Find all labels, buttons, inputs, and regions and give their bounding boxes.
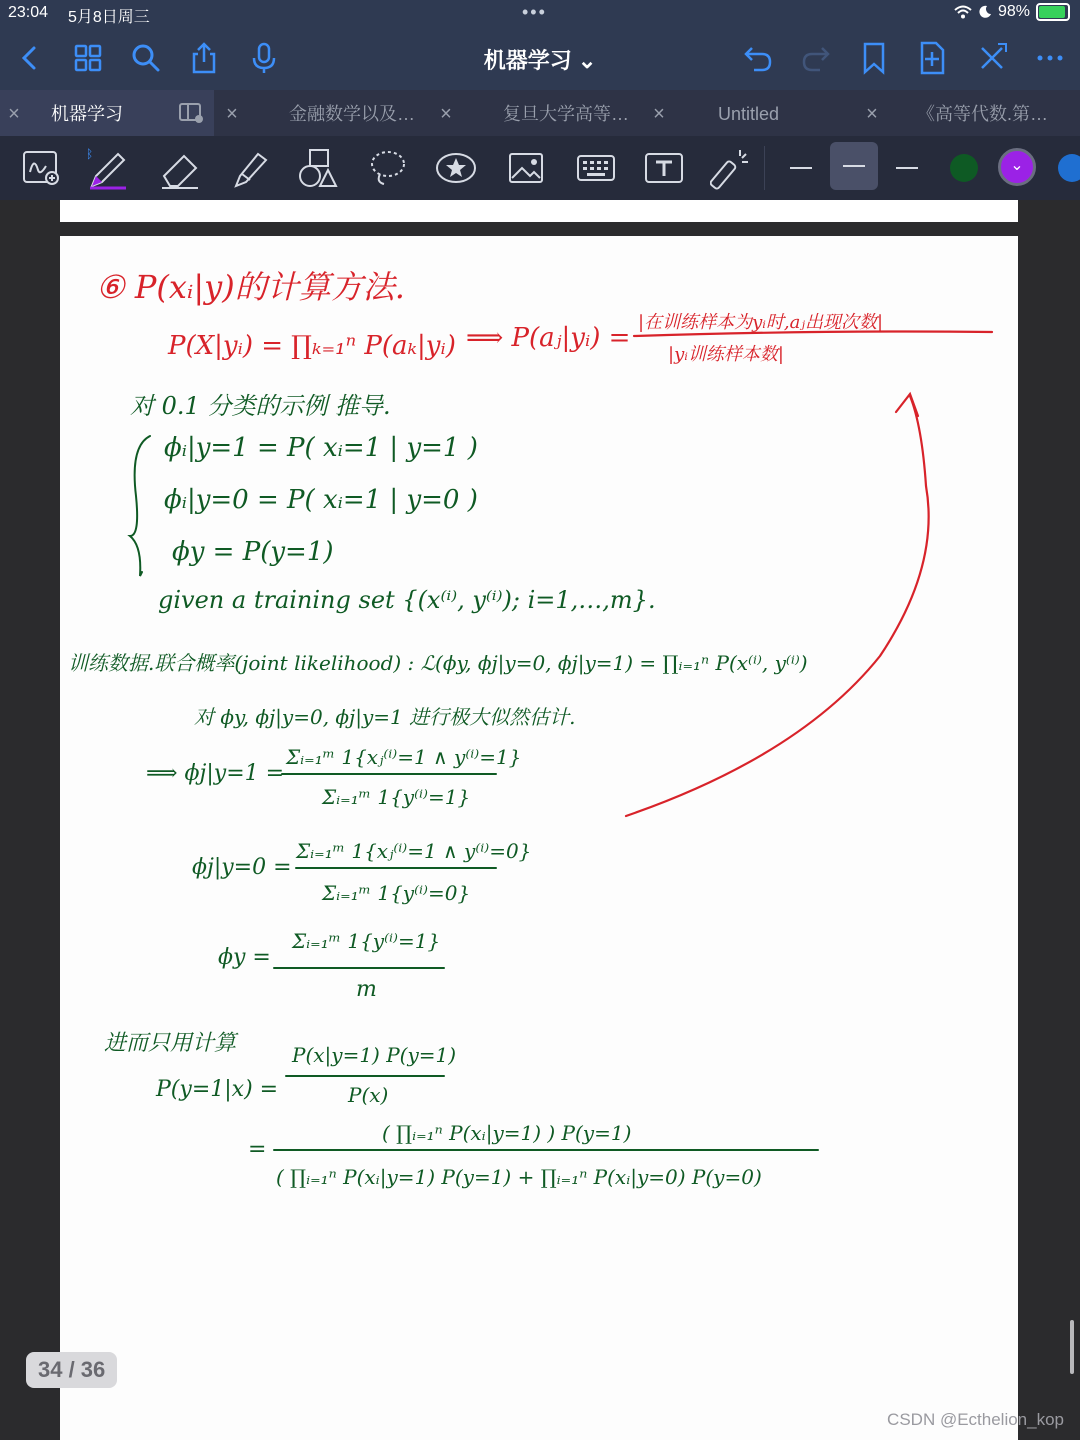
pen-toolbar — [0, 136, 1080, 200]
split-view-icon[interactable] — [178, 102, 204, 124]
f5-numerator: ( ∏ᵢ₌₁ⁿ P(xᵢ|y=1) ) P(y=1) — [382, 1121, 632, 1145]
close-icon[interactable]: × — [226, 103, 238, 125]
battery-icon — [1036, 3, 1070, 21]
tab-untitled[interactable] — [645, 90, 855, 136]
eq1-denominator: |yᵢ训练样本数| — [668, 344, 784, 365]
tab-ml[interactable] — [0, 90, 214, 136]
tab-bar — [0, 90, 1080, 136]
stroke-thin[interactable] — [778, 146, 824, 190]
handwriting-canvas — [60, 236, 1018, 1440]
f4-denominator: P(x) — [348, 1083, 389, 1107]
f4-numerator: P(x|y=1) P(y=1) — [292, 1043, 457, 1067]
highlighter-icon[interactable] — [228, 146, 272, 190]
eq1-arrow: ⟹ P(aⱼ|yᵢ) = — [466, 323, 631, 353]
status-date: 5月8日周三 — [68, 9, 150, 26]
toolbar-divider — [764, 146, 765, 190]
shapes-icon[interactable] — [296, 146, 340, 190]
example-line: 对 0.1 分类的示例 推导. — [130, 392, 391, 420]
keyboard-icon[interactable] — [574, 146, 618, 190]
multitask-dots[interactable]: ••• — [522, 2, 547, 22]
tab-label: Untitled — [718, 104, 780, 124]
redo-icon[interactable] — [798, 40, 834, 76]
f1-denominator: Σᵢ₌₁ᵐ 1{y⁽ⁱ⁾=1} — [322, 785, 471, 809]
scrollbar[interactable] — [1070, 1320, 1074, 1374]
tab-finance[interactable] — [218, 90, 428, 136]
status-right — [954, 3, 1070, 21]
likelihood-line: 训练数据.联合概率(joint likelihood) : ℒ(ϕy, ϕj|y=0, ϕj|y=1) = ∏ᵢ₌₁ⁿ P(x⁽ⁱ⁾, y⁽ⁱ⁾) — [68, 651, 808, 675]
tab-fudan[interactable] — [432, 90, 642, 136]
wifi-icon — [954, 5, 972, 19]
undo-icon[interactable] — [740, 40, 776, 76]
phi-y-line: ϕy = P(y=1) — [172, 537, 334, 567]
tab-label: 《高等代数.第… — [917, 104, 1049, 124]
more-icon[interactable] — [1032, 40, 1068, 76]
color-swatch-blue[interactable] — [1058, 154, 1080, 182]
pen-icon[interactable] — [86, 146, 130, 190]
then-line: 进而只用计算 — [104, 1031, 237, 1056]
f5-equals: = — [248, 1137, 267, 1162]
eq1-left: P(X|yᵢ) = ∏ₖ₌₁ⁿ P(aₖ|yᵢ) — [168, 331, 456, 361]
f2-denominator: Σᵢ₌₁ᵐ 1{y⁽ⁱ⁾=0} — [322, 881, 471, 905]
stroke-medium[interactable] — [830, 142, 878, 190]
close-icon[interactable]: × — [440, 103, 452, 125]
f2-left: ϕj|y=0 = — [192, 855, 292, 880]
f2-numerator: Σᵢ₌₁ᵐ 1{xⱼ⁽ⁱ⁾=1 ∧ y⁽ⁱ⁾=0} — [296, 839, 532, 863]
annotation-arrow-curve — [626, 396, 929, 816]
f5-denominator: ( ∏ᵢ₌₁ⁿ P(xᵢ|y=1) P(y=1) + ∏ᵢ₌₁ⁿ P(xᵢ|y=0) P(y=0) — [276, 1165, 762, 1189]
note-page[interactable] — [60, 236, 1018, 1440]
scribble-icon[interactable] — [20, 146, 64, 190]
close-icon[interactable]: × — [8, 103, 20, 125]
add-page-icon[interactable] — [914, 40, 950, 76]
heading-text: ⑥ P(xᵢ|y)的计算方法. — [96, 268, 405, 306]
tab-label: 机器学习 — [51, 104, 124, 124]
nav-bar — [0, 28, 1080, 90]
close-icon[interactable]: × — [866, 103, 878, 125]
f4-left: P(y=1|x) = — [156, 1077, 279, 1102]
f1-left: ⟹ ϕj|y=1 = — [146, 761, 285, 786]
mle-line: 对 ϕy, ϕj|y=0, ϕj|y=1 进行极大似然估计. — [194, 705, 576, 729]
svg-text:ᛒ: ᛒ — [86, 147, 94, 161]
text-box-icon[interactable] — [642, 146, 686, 190]
status-bar — [0, 0, 1080, 28]
color-swatch-purple[interactable]: ⌄ — [998, 148, 1036, 186]
close-icon[interactable]: × — [653, 103, 665, 125]
tab-label: 复旦大学高等… — [503, 104, 630, 124]
sticker-icon[interactable] — [434, 146, 478, 190]
previous-page-edge — [60, 200, 1018, 222]
f3-left: ϕy = — [218, 945, 271, 970]
eraser-icon[interactable] — [158, 146, 202, 190]
battery-percent: 98% — [997, 3, 1030, 20]
eq1-numerator: |在训练样本为yᵢ时,aⱼ出现次数| — [638, 312, 884, 333]
stroke-thick[interactable] — [884, 146, 930, 190]
lasso-icon[interactable] — [366, 146, 410, 190]
color-swatch-green[interactable] — [950, 154, 978, 182]
moon-icon — [978, 5, 992, 19]
image-icon[interactable] — [504, 146, 548, 190]
brace — [130, 436, 150, 576]
watermark-text: CSDN @Ecthelion_kop — [887, 1410, 1064, 1429]
phi-y0-line: ϕᵢ|y=0 = P( xᵢ=1 | y=0 ) — [164, 485, 478, 515]
status-time: 23:04 — [8, 4, 49, 21]
bookmark-icon[interactable] — [856, 40, 892, 76]
page-counter[interactable]: 34 / 36 — [26, 1352, 117, 1388]
f3-denominator: m — [356, 977, 377, 1002]
phi-y1-line: ϕᵢ|y=1 = P( xᵢ=1 | y=1 ) — [164, 433, 478, 463]
laser-pointer-icon[interactable] — [710, 146, 754, 190]
f3-numerator: Σᵢ₌₁ᵐ 1{y⁽ⁱ⁾=1} — [292, 929, 441, 953]
tab-label: 金融数学以及… — [289, 104, 416, 124]
f1-numerator: Σᵢ₌₁ᵐ 1{xⱼ⁽ⁱ⁾=1 ∧ y⁽ⁱ⁾=1} — [286, 745, 522, 769]
close-pen-icon[interactable] — [974, 40, 1010, 76]
tab-algebra[interactable] — [858, 90, 1080, 136]
given-line: given a training set {(x⁽ⁱ⁾, y⁽ⁱ⁾); i=1,…,m}. — [158, 586, 656, 614]
document-title[interactable]: 机器学习 ⌄ — [483, 48, 597, 73]
